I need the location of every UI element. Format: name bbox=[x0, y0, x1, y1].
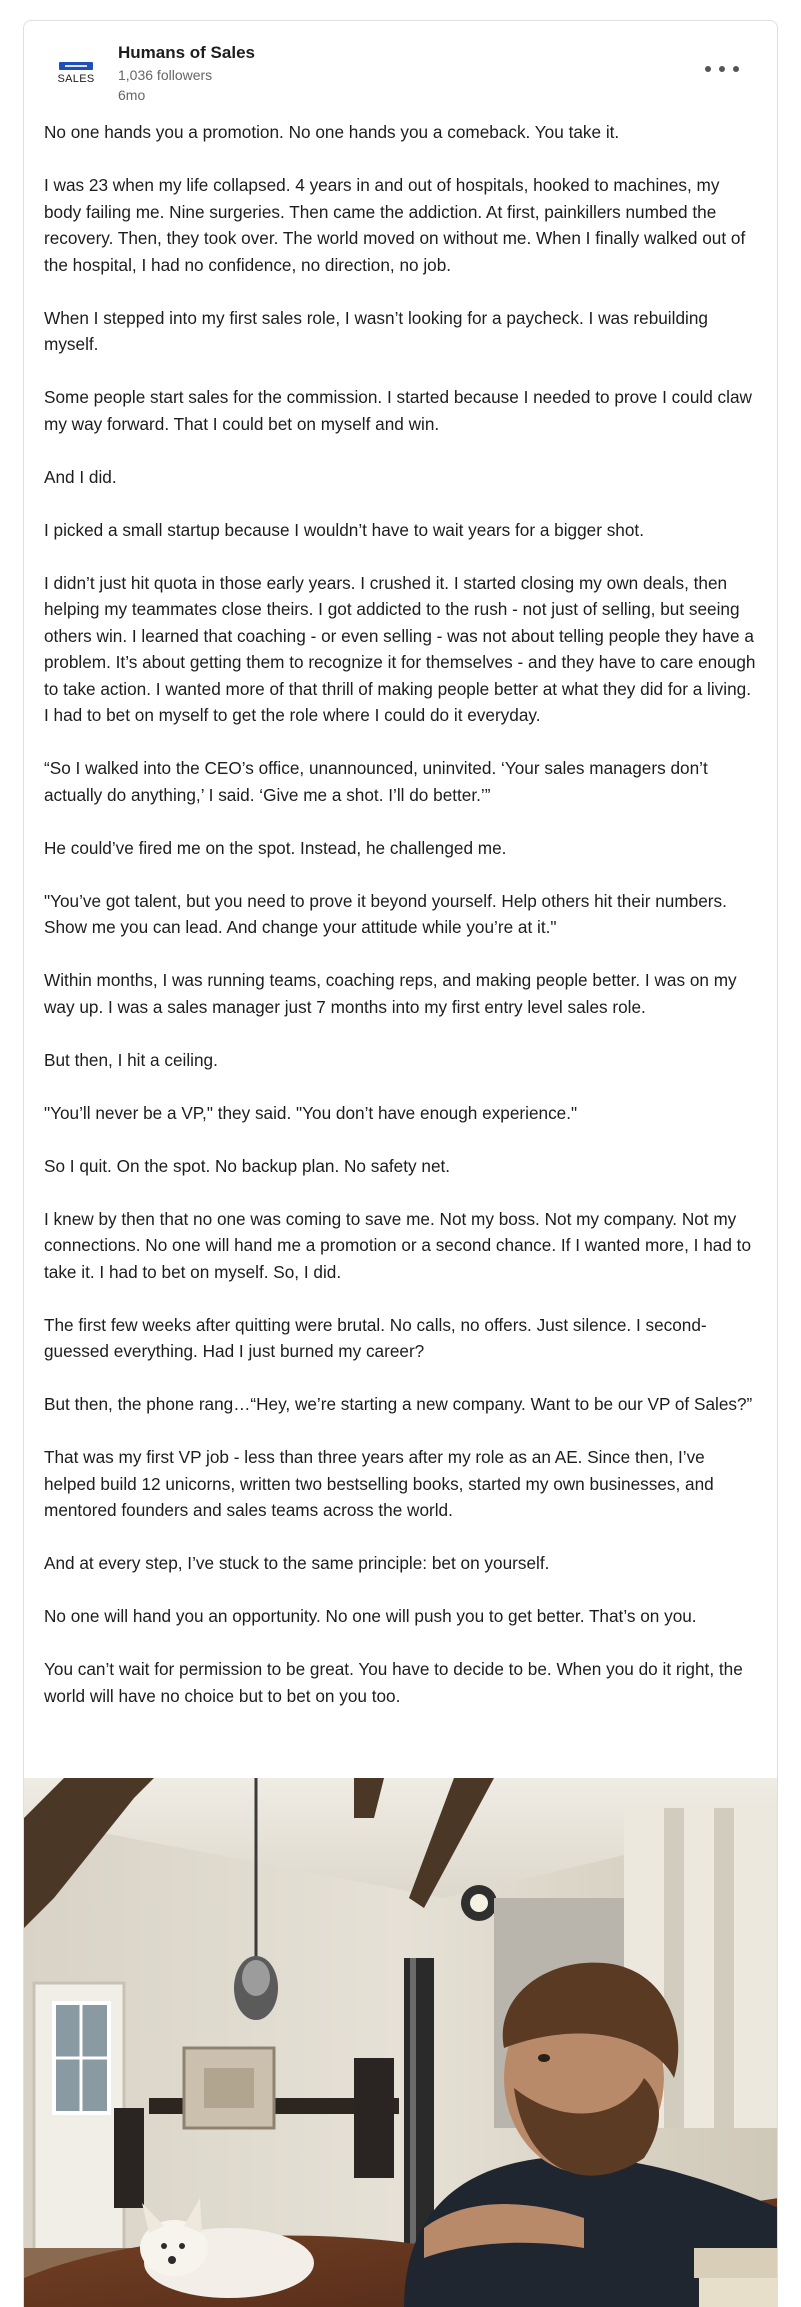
post-paragraph: "You’ve got talent, but you need to prove it beyond yourself. Help others hit their numbers. Show me you can lead. And change your attitude while you’re at it." bbox=[44, 890, 727, 937]
post-time: 6mo bbox=[118, 87, 146, 103]
post-paragraph: Some people start sales for the commission. I started because I needed to prove I could claw my way forward. That I could bet on myself and win. bbox=[44, 387, 752, 434]
post-paragraph: No one hands you a promotion. No one hands you a comeback. You take it. bbox=[44, 122, 620, 142]
post-paragraph: When I stepped into my first sales role, I wasn’t looking for a paycheck. I was rebuilding myself. bbox=[44, 307, 708, 354]
company-logo[interactable] bbox=[44, 41, 108, 105]
more-options-button[interactable] bbox=[705, 57, 739, 81]
post-paragraph: I knew by then that no one was coming to save me. Not my boss. Not my company. Not my connections. No one will hand me a promotion or a second chance. If I wanted more, I had to take it. I had to bet on myself. So, I did. bbox=[44, 1208, 752, 1282]
post-paragraph: You can’t wait for permission to be great. You have to decide to be. When you do it right, the world will have no choice but to bet on you too. bbox=[44, 1659, 743, 1706]
follower-count: 1,036 followers bbox=[118, 67, 213, 83]
post-paragraph: "You’ll never be a VP," they said. "You don’t have enough experience." bbox=[44, 1102, 578, 1123]
logo-text: SALES bbox=[57, 72, 95, 85]
post-paragraph: I didn’t just hit quota in those early years. I crushed it. I started closing my own deals, then helping my teammates close theirs. I got addicted to the rush - not just of selling, but seeing others win. I learned that coaching - or even selling - was not about telling people they have a problem. It’s about getting them to recognize it for themselves - and they have to care enough to take action. I wanted more of that thrill of making people better at what they did for a living. I had to bet on myself to get the role where I could do it everyday. bbox=[44, 572, 756, 725]
post-text bbox=[24, 119, 777, 1709]
post-paragraph: But then, the phone rang…“Hey, we’re starting a new company. Want to be our VP of Sales?” bbox=[44, 1394, 753, 1414]
post-paragraph: He could’ve fired me on the spot. Instead, he challenged me. bbox=[44, 837, 507, 858]
post-card bbox=[23, 20, 778, 2307]
author-info bbox=[118, 41, 255, 105]
post-paragraph: So I quit. On the spot. No backup plan. No safety net. bbox=[44, 1155, 451, 1176]
more-horizontal-icon-dot bbox=[719, 66, 725, 72]
post-header bbox=[24, 21, 777, 111]
post-paragraph: I picked a small startup because I wouldn’t have to wait years for a bigger shot. bbox=[44, 519, 644, 540]
post-paragraph: That was my first VP job - less than three years after my role as an AE. Since then, I’ve helped build 12 unicorns, written two bestselling books, started my own businesses, and mentored founders and sales teams across the world. bbox=[44, 1447, 714, 1520]
more-horizontal-icon-dot bbox=[733, 66, 739, 72]
post-paragraph: I was 23 when my life collapsed. 4 years in and out of hospitals, hooked to machines, my body failing me. Nine surgeries. Then came the addiction. At first, painkillers numbed the recovery. Then, they took over. The world moved on without me. When I finally walked out of the hospital, I had no confidence, no direction, no job. bbox=[44, 175, 746, 275]
post-paragraph: But then, I hit a ceiling. bbox=[44, 1049, 218, 1070]
post-paragraph: And I did. bbox=[44, 466, 117, 487]
logo-banner bbox=[59, 62, 93, 70]
post-paragraph: And at every step, I’ve stuck to the same principle: bet on yourself. bbox=[44, 1553, 550, 1573]
post-image[interactable] bbox=[24, 1778, 778, 2307]
more-horizontal-icon bbox=[705, 66, 711, 72]
author-name[interactable]: Humans of Sales bbox=[118, 43, 255, 62]
post-paragraph: “So I walked into the CEO’s office, unannounced, uninvited. ‘Your sales managers don’t actually do anything,’ I said. ‘Give me a shot. I’ll do better.’” bbox=[44, 758, 708, 805]
post-paragraph: No one will hand you an opportunity. No one will push you to get better. That’s on you. bbox=[44, 1606, 697, 1626]
post-paragraph: The first few weeks after quitting were brutal. No calls, no offers. Just silence. I second-guessed everything. Had I just burned my career? bbox=[44, 1314, 707, 1361]
post-paragraph: Within months, I was running teams, coaching reps, and making people better. I was on my way up. I was a sales manager just 7 months into my first entry level sales role. bbox=[44, 970, 737, 1017]
